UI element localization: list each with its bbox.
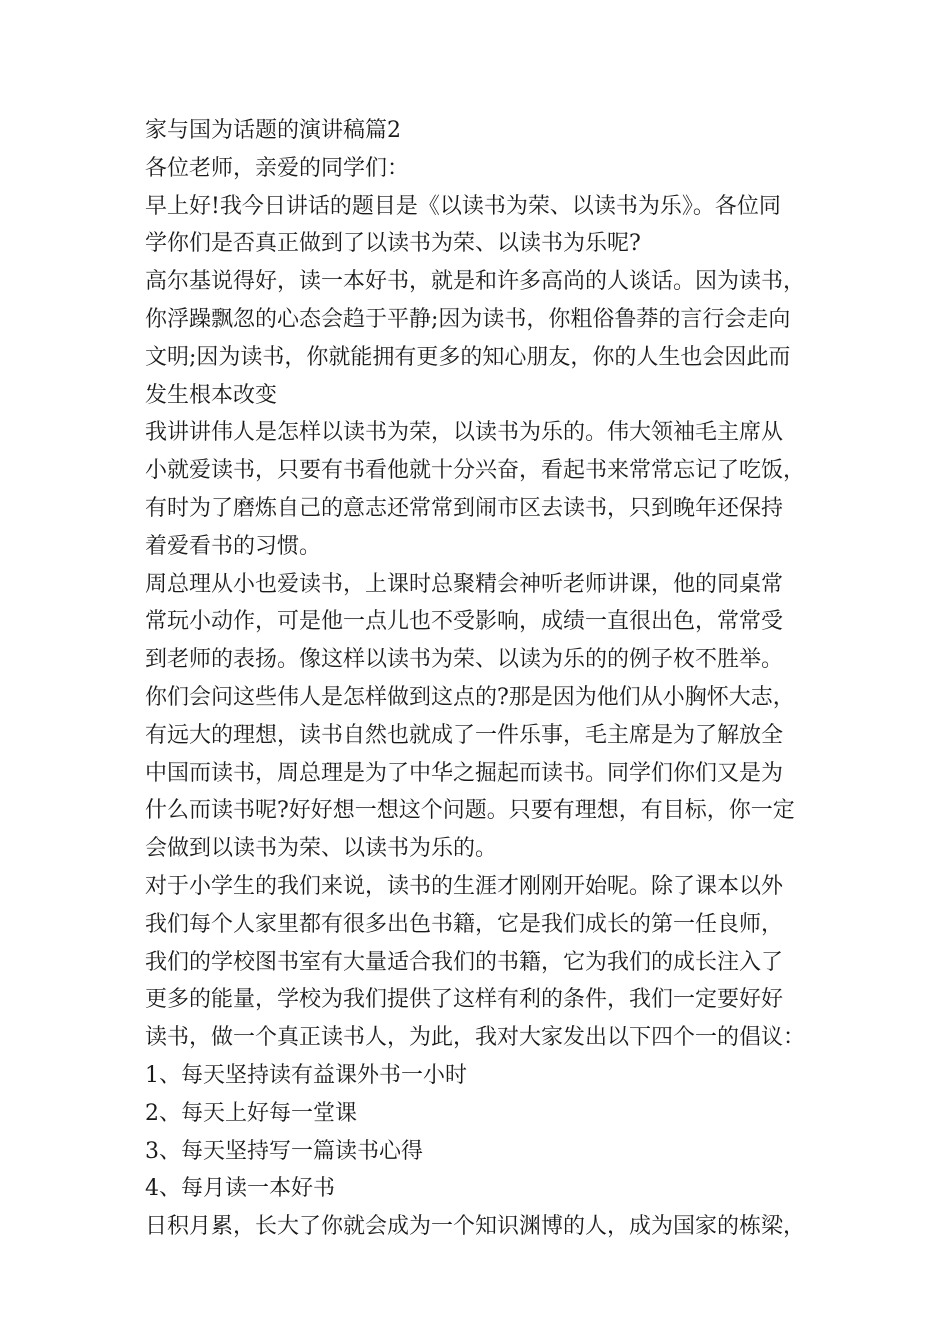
list-item: 4、每月读一本好书 <box>145 1176 335 1202</box>
text-line: 早上好!我今日讲话的题目是《以读书为荣、以读书为乐》。各位同 <box>145 193 781 219</box>
text-line: 有远大的理想，读书自然也就成了一件乐事，毛主席是为了解放全 <box>145 722 784 748</box>
text-line: 我们每个人家里都有很多出色书籍，它是我们成长的第一任良师， <box>145 911 784 937</box>
text-line: 我讲讲伟人是怎样以读书为荣，以读书为乐的。伟大领袖毛主席从 <box>145 420 784 446</box>
salutation: 各位老师，亲爱的同学们： <box>145 155 410 181</box>
list-item: 1、每天坚持读有益课外书一小时 <box>145 1062 467 1088</box>
text-line: 中国而读书，周总理是为了中华之掘起而读书。同学们你们又是为 <box>145 760 784 786</box>
text-line: 有时为了磨炼自己的意志还常常到闹市区去读书，只到晚年还保持 <box>145 495 784 521</box>
text-line: 高尔基说得好，读一本好书，就是和许多高尚的人谈话。因为读书， <box>145 269 806 295</box>
list-item: 3、每天坚持写一篇读书心得 <box>145 1138 423 1164</box>
text-line: 文明;因为读书，你就能拥有更多的知心朋友，你的人生也会因此而 <box>145 344 791 370</box>
document-body <box>145 112 835 1246</box>
text-line: 你浮躁飘忽的心态会趋于平静;因为读书，你粗俗鲁莽的言行会走向 <box>145 306 791 332</box>
text-line: 发生根本改变 <box>145 382 278 408</box>
text-line: 小就爱读书，只要有书看他就十分兴奋，看起书来常常忘记了吃饭， <box>145 458 806 484</box>
list-item: 2、每天上好每一堂课 <box>145 1100 357 1126</box>
text-line: 日积月累，长大了你就会成为一个知识渊博的人，成为国家的栋梁， <box>145 1214 806 1240</box>
text-line: 常玩小动作，可是他一点儿也不受影响，成绩一直很出色，常常受 <box>145 609 784 635</box>
text-line: 周总理从小也爱读书，上课时总聚精会神听老师讲课，他的同桌常 <box>145 571 784 597</box>
document-title: 家与国为话题的演讲稿篇2 <box>145 118 401 143</box>
text-line: 我们的学校图书室有大量适合我们的书籍，它为我们的成长注入了 <box>145 949 784 975</box>
text-line: 对于小学生的我们来说，读书的生涯才刚刚开始呢。除了课本以外 <box>145 873 784 899</box>
text-line: 你们会问这些伟人是怎样做到这点的?那是因为他们从小胸怀大志， <box>145 684 795 710</box>
text-line: 到老师的表扬。像这样以读书为荣、以读为乐的的例子枚不胜举。 <box>145 647 784 673</box>
text-line: 着爱看书的习惯。 <box>145 533 322 559</box>
text-line: 学你们是否真正做到了以读书为荣、以读书为乐呢? <box>145 231 641 257</box>
text-line: 什么而读书呢?好好想一想这个问题。只要有理想，有目标，你一定 <box>145 798 795 824</box>
text-line: 会做到以读书为荣、以读书为乐的。 <box>145 836 498 862</box>
text-line: 读书，做一个真正读书人，为此，我对大家发出以下四个一的倡议： <box>145 1025 806 1051</box>
text-line: 更多的能量，学校为我们提供了这样有利的条件，我们一定要好好 <box>145 987 784 1013</box>
